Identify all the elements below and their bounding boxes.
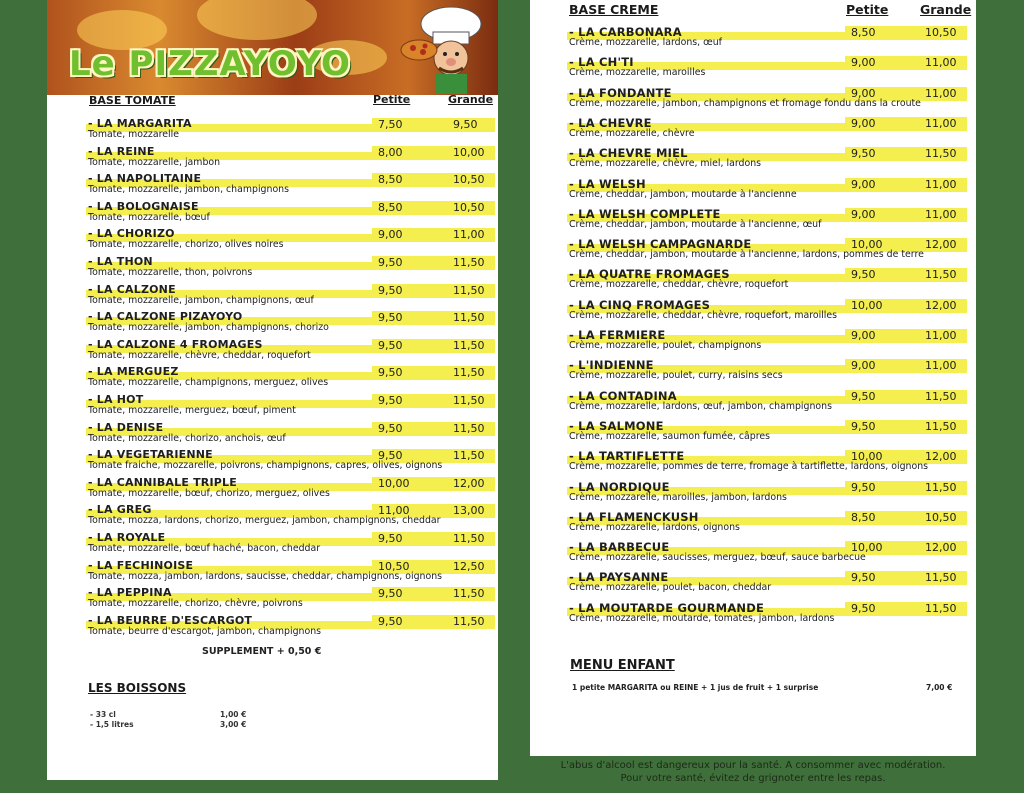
menu-enfant-title: MENU ENFANT [570,658,675,673]
price-petite: 9,50 [851,389,876,403]
menu-item [88,367,493,395]
pizza-name: - LA MOUTARDE GOURMANDE [569,600,765,615]
pizza-name: - LA CH'TI [569,55,634,70]
price-grande: 10,50 [453,200,485,214]
price-grande: 11,50 [453,449,485,463]
price-grande: 12,00 [925,541,957,555]
price-grande: 11,50 [453,394,485,407]
chef-icon [399,4,495,94]
pizza-name: - L'INDIENNE [569,358,654,373]
price-petite: 9,50 [378,256,403,269]
price-grande: 11,50 [453,421,485,435]
price-grande: 11,50 [925,147,957,161]
price-grande: 11,00 [453,228,485,242]
boissons-title: LES BOISSONS [88,681,187,695]
price-petite: 9,00 [851,329,876,342]
price-grande: 11,50 [453,338,485,352]
section-title-base-tomate: BASE TOMATE [89,94,176,107]
price-grande: 10,50 [925,510,957,524]
price-grande: 11,50 [925,268,957,282]
menu-item [88,558,493,589]
pizza-name: - LA TARTIFLETTE [569,449,685,464]
price-petite: 8,50 [378,173,403,187]
price-grande: 11,50 [453,311,485,325]
pizza-ingredients: Crème, mozzarelle, maroilles [569,67,706,79]
price-petite: 11,00 [378,504,410,518]
pizza-name: - LA VEGETARIENNE [88,448,213,462]
price-grande: 11,50 [925,601,957,615]
menu-item [569,27,965,55]
menu-item [88,199,493,230]
price-grande: 11,50 [453,256,485,269]
pizza-ingredients: Crème, mozzarelle, saucisses, merguez, bœuf, sauce barbecue [569,552,866,564]
pizza-name: - LA NORDIQUE [569,479,670,494]
price-grande: 12,50 [453,559,485,573]
pizza-name: - LA BARBECUE [569,540,670,555]
pizza-name: - LA CHEVRE MIEL [569,146,688,161]
pizza-name: - LA CALZONE [88,282,176,296]
pizza-ingredients: Crème, mozzarelle, moutarde, tomates, jambon, lardons [569,612,835,624]
price-grande: 11,00 [925,359,957,373]
price-petite: 10,00 [851,238,883,252]
drink-label: - 1,5 litres [90,720,134,729]
price-petite: 9,50 [378,421,403,435]
pizza-name: - LA WELSH CAMPAGNARDE [569,237,752,252]
price-grande: 11,00 [925,177,957,191]
pizza-ingredients: Crème, mozzarelle, cheddar, chèvre, roquefort [569,279,789,291]
price-petite: 9,50 [851,268,876,282]
menu-item [88,144,493,175]
price-grande: 10,50 [453,173,485,187]
pizza-ingredients: Crème, mozzarelle, poulet, bacon, cheddar [569,582,772,594]
pizza-ingredients: Crème, mozzarelle, chèvre, miel, lardons [569,158,762,170]
price-grande: 13,00 [453,504,485,518]
health-warning [530,759,976,785]
menu-item [569,451,965,479]
price-petite: 9,50 [378,283,403,297]
price-petite: 8,50 [851,510,876,524]
pizza-ingredients: Tomate, mozzarelle, bœuf [88,211,210,223]
pizza-ingredients: Crème, cheddar, jambon, moutarde à l'ancienne, lardons, pommes de terre [569,249,924,261]
menu-item [88,337,493,368]
pizza-ingredients: Tomate, mozzarelle, chorizo, olives noires [88,239,284,251]
menu-item [88,312,493,340]
menu-item [569,206,965,237]
price-grande: 11,00 [925,86,957,100]
pizza-ingredients: Tomate, mozzarelle, champignons, merguez, olives [88,377,329,389]
pizza-name: - LA THON [88,255,153,268]
menu-item [88,229,493,257]
pizza-ingredients: Crème, mozzarelle, pommes de terre, fromage à tartiflette, lardons, oignons [569,461,929,473]
pizza-ingredients: Crème, mozzarelle, lardons, œuf [569,37,722,48]
menu-item [569,572,965,600]
pizza-name: - LA ROYALE [88,531,166,544]
price-grande: 11,50 [453,283,485,297]
price-grande: 11,00 [925,56,957,70]
pizza-name: - LA FLAMENCKUSH [569,509,699,524]
menu-item [88,257,493,285]
price-petite: 9,50 [378,587,403,601]
price-petite: 10,00 [851,541,883,555]
menu-item [569,176,965,207]
pizza-ingredients: Tomate, mozzarelle, chèvre, cheddar, roquefort [88,349,311,361]
price-petite: 9,50 [378,394,403,407]
menu-item [88,505,493,533]
pizza-ingredients: Tomate, mozzarelle, bœuf, chorizo, merguez, olives [88,487,330,499]
menu-item [569,239,965,267]
pizza-ingredients: Crème, mozzarelle, saumon fumée, câpres [569,430,771,442]
pizza-name: - LA CHEVRE [569,115,652,130]
pizza-name: - LA BOLOGNAISE [88,199,199,213]
pizza-name: - LA PEPPINA [88,586,172,600]
pizza-ingredients: Tomate, mozzarelle, bœuf haché, bacon, cheddar [88,543,321,554]
price-grande: 10,50 [925,26,957,39]
pizza-ingredients: Crème, cheddar, jambon, moutarde à l'ancienne, œuf [569,218,822,230]
pizza-ingredients: Crème, mozzarelle, maroilles, jambon, lardons [569,491,787,503]
price-grande: 11,50 [453,614,485,628]
brand-logo: Le PIZZAYOYO [69,44,351,84]
pizza-name: - LA PAYSANNE [569,570,669,585]
pizza-name: - LA CHORIZO [88,227,175,241]
price-petite: 9,00 [851,177,876,191]
pizza-name: - LA CARBONARA [569,25,682,39]
price-petite: 9,00 [851,86,876,100]
pizza-ingredients: Tomate, mozzarelle, jambon [88,156,221,168]
section-title-base-creme: BASE CREME [569,2,659,17]
price-petite: 8,50 [851,26,876,39]
pizza-name: - LA GREG [88,503,152,517]
price-grande: 11,50 [925,480,957,494]
pizza-name: - LA SALMONE [569,418,664,433]
price-grande: 12,00 [925,450,957,464]
menu-item [569,479,965,510]
pizza-name: - LA QUATRE FROMAGES [569,267,730,282]
pizza-ingredients: Crème, mozzarelle, lardons, œuf, jambon, champignons [569,400,832,412]
price-grande: 12,00 [453,476,485,490]
pizza-name: - LA BEURRE D'ESCARGOT [88,613,253,627]
price-petite: 8,50 [378,200,403,214]
price-grande: 12,00 [925,238,957,252]
menu-item [569,115,965,146]
price-petite: 9,50 [378,614,403,628]
menu-item [569,330,965,358]
menu-item [569,600,965,631]
price-petite: 9,50 [851,571,876,585]
pizza-ingredients: Tomate, mozzarelle, chorizo, chèvre, poivrons [88,598,303,610]
pizza-ingredients: Crème, cheddar, jambon, moutarde à l'ancienne [569,188,797,200]
pizza-ingredients: Tomate, beurre d'escargot, jambon, champignons [88,625,322,637]
menu-item [569,360,965,388]
price-grande: 12,00 [925,298,957,312]
menu-item [569,297,965,328]
menu-item [88,533,493,561]
price-petite: 9,50 [851,147,876,161]
price-petite: 10,50 [378,559,410,573]
pizza-ingredients: Crème, mozzarelle, lardons, oignons [569,521,740,533]
price-petite: 10,00 [851,450,883,464]
price-petite: 9,00 [851,56,876,70]
menu-item [569,57,965,85]
price-petite: 10,00 [851,298,883,312]
price-petite: 9,50 [378,366,403,380]
menu-item [569,509,965,540]
pizza-ingredients: Tomate, mozza, jambon, lardons, saucisse, cheddar, champignons, oignons [88,570,443,582]
menu-page-right [530,0,976,756]
snacking-warning: Pour votre santé, évitez de grignoter entre les repas. [620,773,886,784]
price-petite: 9,50 [851,419,876,433]
menu-item [569,542,965,570]
price-petite: 7,50 [378,118,403,131]
price-petite: 9,00 [851,359,876,373]
menu-item [88,613,493,644]
column-header-grande: Grande [448,93,494,106]
pizza-ingredients: Tomate, mozzarelle, thon, poivrons [88,267,253,278]
pizza-ingredients: Crème, mozzarelle, jambon, champignons et fromage fondu dans la croute [569,97,921,109]
pizza-ingredients: Crème, mozzarelle, poulet, curry, raisins secs [569,370,783,382]
pizza-name: - LA FECHINOISE [88,558,194,572]
menu-page-left [47,0,498,780]
pizza-name: - LA CALZONE PIZAYOYO [88,310,243,324]
price-petite: 9,50 [378,338,403,352]
column-header-petite: Petite [373,93,411,106]
pizza-name: - LA CALZONE 4 FROMAGES [88,337,263,351]
price-petite: 9,00 [378,228,403,242]
menu-item [88,588,493,616]
menu-item [569,418,965,449]
menu-item [88,395,493,423]
price-petite: 9,50 [851,601,876,615]
menu-item [569,148,965,176]
pizza-name: - LA MARGARITA [88,117,192,130]
price-petite: 9,50 [851,480,876,494]
price-grande: 11,50 [453,366,485,380]
price-grande: 11,50 [925,571,957,585]
pizza-name: - LA FONDANTE [569,85,672,100]
menu-item [88,174,493,202]
pizza-name: - LA FERMIERE [569,328,666,342]
supplement-note: SUPPLEMENT + 0,50 € [202,646,322,657]
pizza-ingredients: Tomate, mozzarelle [88,129,179,140]
price-petite: 9,50 [378,311,403,325]
price-grande: 11,50 [453,587,485,601]
pizza-name: - LA CANNIBALE TRIPLE [88,475,237,489]
price-grande: 10,00 [453,145,485,159]
pizza-ingredients: Tomate, mozzarelle, jambon, champignons [88,184,290,196]
pizza-name: - LA NAPOLITAINE [88,172,202,186]
pizza-ingredients: Tomate fraiche, mozzarelle, poivrons, champignons, capres, olives, oignons [88,460,443,472]
pizza-name: - LA MERGUEZ [88,365,179,379]
pizza-name: - LA DENISE [88,420,164,434]
price-grande: 11,00 [925,116,957,130]
menu-item [88,119,493,147]
menu-enfant-description: 1 petite MARGARITA ou REINE + 1 jus de fruit + 1 surprise [572,683,819,692]
pizza-ingredients: Tomate, mozzarelle, chorizo, anchois, œuf [88,432,286,444]
drink-price: 3,00 € [220,720,247,729]
pizza-name: - LA REINE [88,144,155,158]
menu-item [88,450,493,478]
price-petite: 10,00 [378,476,410,490]
price-grande: 11,50 [453,532,485,545]
drink-price: 1,00 € [220,710,247,719]
pizza-name: - LA WELSH [569,176,646,191]
pizza-ingredients: Crème, mozzarelle, poulet, champignons [569,340,762,351]
pizza-name: - LA WELSH COMPLETE [569,206,721,221]
menu-item [569,388,965,419]
pizza-ingredients: Crème, mozzarelle, cheddar, chèvre, roquefort, maroilles [569,309,838,321]
price-petite: 9,50 [378,449,403,463]
menu-item [569,269,965,297]
column-header-grande: Grande [920,2,972,17]
pizza-banner [47,0,498,95]
pizza-ingredients: Tomate, mozza, lardons, chorizo, merguez, jambon, champignons, cheddar [88,515,441,527]
pizza-name: - LA CONTADINA [569,388,677,403]
column-header-petite: Petite [846,2,889,17]
price-grande: 11,50 [925,389,957,403]
price-grande: 9,50 [453,118,478,131]
menu-item [88,420,493,451]
pizza-ingredients: Tomate, mozzarelle, jambon, champignons, œuf [88,294,314,306]
price-petite: 9,00 [851,207,876,221]
alcohol-warning: L'abus d'alcool est dangereux pour la santé. A consommer avec modération. [560,760,946,771]
price-petite: 9,50 [378,532,403,545]
price-petite: 9,00 [851,116,876,130]
menu-item [88,282,493,313]
price-grande: 11,50 [925,419,957,433]
pizza-name: - LA CINQ FROMAGES [569,297,711,312]
menu-enfant-price: 7,00 € [926,683,953,692]
drink-label: - 33 cl [90,710,116,719]
menu-item [569,85,965,116]
price-petite: 8,00 [378,145,403,159]
menu-item [88,475,493,506]
pizza-ingredients: Tomate, mozzarelle, merguez, bœuf, piment [88,405,296,416]
pizza-name: - LA HOT [88,393,144,406]
pizza-ingredients: Tomate, mozzarelle, jambon, champignons, chorizo [88,322,329,334]
price-grande: 11,00 [925,207,957,221]
pizza-ingredients: Crème, mozzarelle, chèvre [569,127,695,139]
price-grande: 11,00 [925,329,957,342]
